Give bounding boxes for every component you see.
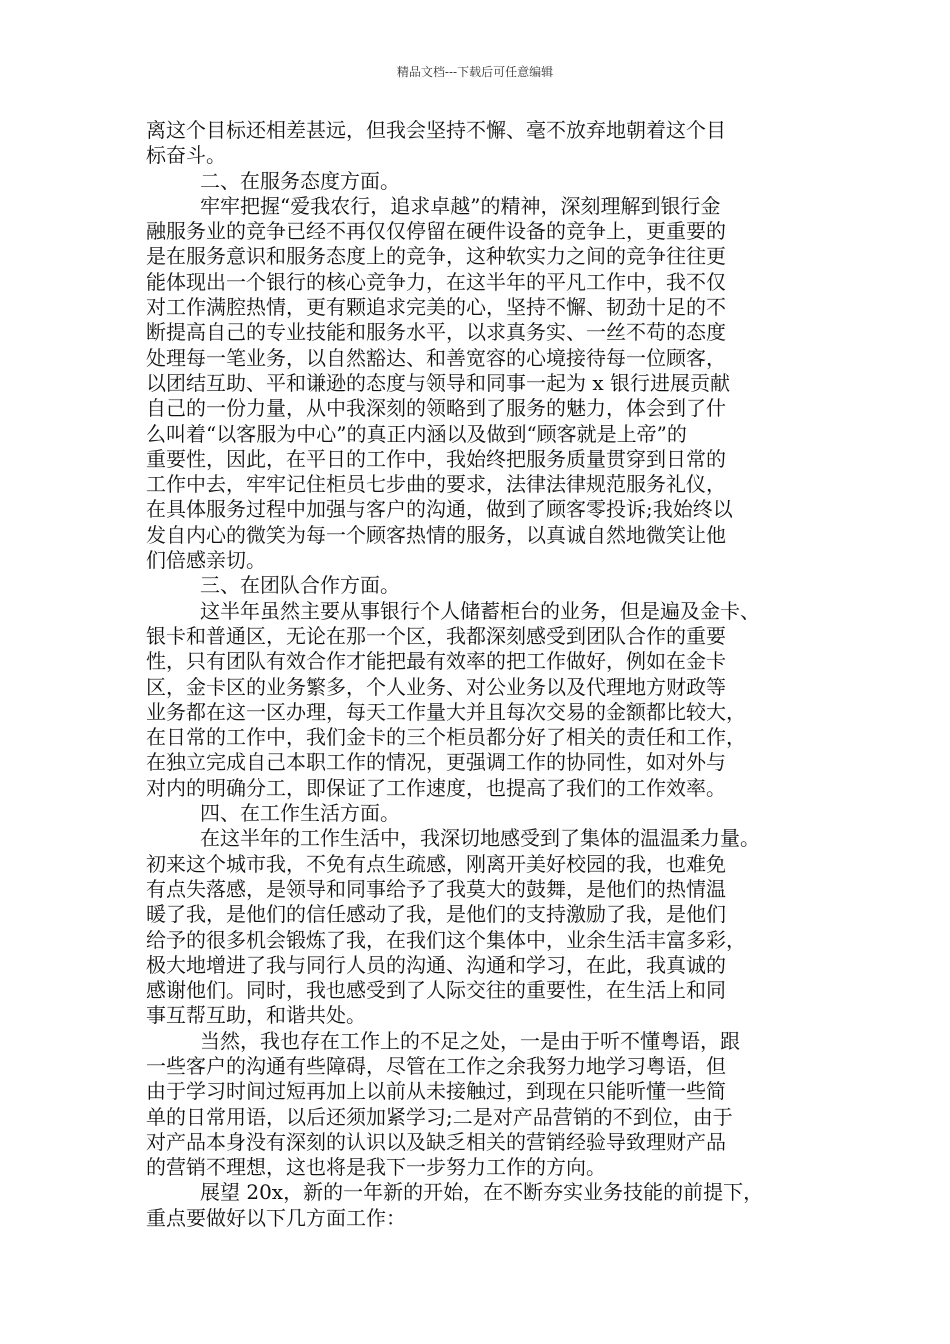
text-line: 重点要做好以下几方面工作： xyxy=(146,1205,406,1230)
text-line: 单的日常用语，以后还须加紧学习;二是对产品营销的不到位，由于 xyxy=(146,1104,733,1129)
text-line: 能体现出一个银行的核心竞争力，在这半年的平凡工作中，我不仅 xyxy=(146,269,726,294)
text-line: 在日常的工作中，我们金卡的三个柜员都分好了相关的责任和工作， xyxy=(146,725,746,750)
text-line: 对工作满腔热情，更有颗追求完美的心，坚持不懈、韧劲十足的不 xyxy=(146,295,726,320)
text-line: 当然，我也存在工作上的不足之处，一是由于听不懂粤语，跟 xyxy=(200,1028,740,1053)
text-line: 以团结互助、平和谦逊的态度与领导和同事一起为 x 银行进展贡献 xyxy=(146,370,730,395)
text-line: 在独立完成自己本职工作的情况，更强调工作的协同性，如对外与 xyxy=(146,750,726,775)
text-line: 业务都在这一区办理，每天工作量大并且每次交易的金额都比较大， xyxy=(146,699,746,724)
text-line: 重要性，因此，在平日的工作中，我始终把服务质量贯穿到日常的 xyxy=(146,446,726,471)
text-line: 四、在工作生活方面。 xyxy=(200,801,400,826)
text-line: 感谢他们。同时，我也感受到了人际交往的重要性，在生活上和同 xyxy=(146,978,726,1003)
document-body xyxy=(146,118,808,1231)
text-line: 在这半年的工作生活中，我深切地感受到了集体的温温柔力量。 xyxy=(200,826,760,851)
text-line: 么叫着“以客服为中心”的真正内涵以及做到“顾客就是上帝”的 xyxy=(146,421,687,446)
text-line: 离这个目标还相差甚远，但我会坚持不懈、毫不放弃地朝着这个目 xyxy=(146,118,726,142)
text-line: 对产品本身没有深刻的认识以及缺乏相关的营销经验导致理财产品 xyxy=(146,1129,726,1154)
text-line: 融服务业的竞争已经不再仅仅停留在硬件设备的竞争上，更重要的 xyxy=(146,219,726,244)
text-line: 极大地增进了我与同行人员的沟通、沟通和学习，在此，我真诚的 xyxy=(146,952,726,977)
text-line: 工作中去，牢牢记住柜员七步曲的要求，法律法律规范服务礼仪， xyxy=(146,472,726,497)
text-line: 断提高自己的专业技能和服务水平，以求真务实、一丝不苟的态度 xyxy=(146,320,726,345)
text-line: 自己的一份力量，从中我深刻的领略到了服务的魅力，体会到了什 xyxy=(146,396,726,421)
text-line: 二、在服务态度方面。 xyxy=(200,168,400,193)
text-line: 在具体服务过程中加强与客户的沟通，做到了顾客零投诉;我始终以 xyxy=(146,497,733,522)
text-line: 这半年虽然主要从事银行个人储蓄柜台的业务，但是遍及金卡、 xyxy=(200,598,760,623)
text-line: 初来这个城市我，不免有点生疏感，刚离开美好校园的我，也难免 xyxy=(146,851,726,876)
text-line: 是在服务意识和服务态度上的竞争，这种软实力之间的竞争往往更 xyxy=(146,244,726,269)
text-line: 牢牢把握“爱我农行，追求卓越”的精神，深刻理解到银行金 xyxy=(200,193,721,218)
text-line: 标奋斗。 xyxy=(146,143,226,168)
text-line: 们倍感亲切。 xyxy=(146,548,266,573)
text-line: 对内的明确分工，即保证了工作速度，也提高了我们的工作效率。 xyxy=(146,775,726,800)
text-line: 发自内心的微笑为每一个顾客热情的服务，以真诚自然地微笑让他 xyxy=(146,522,726,547)
text-line: 由于学习时间过短再加上以前从未接触过，到现在只能听懂一些简 xyxy=(146,1079,726,1104)
text-line: 有点失落感，是领导和同事给予了我莫大的鼓舞，是他们的热情温 xyxy=(146,876,726,901)
text-line: 一些客户的沟通有些障碍，尽管在工作之余我努力地学习粤语，但 xyxy=(146,1053,726,1078)
text-line: 展望 20x，新的一年新的开始，在不断夯实业务技能的前提下， xyxy=(200,1180,764,1205)
text-line: 区，金卡区的业务繁多，个人业务、对公业务以及代理地方财政等 xyxy=(146,674,726,699)
text-line: 三、在团队合作方面。 xyxy=(200,573,400,598)
text-line: 暖了我，是他们的信任感动了我，是他们的支持激励了我，是他们 xyxy=(146,902,726,927)
text-line: 事互帮互助，和谐共处。 xyxy=(146,1003,366,1028)
text-line: 银卡和普通区，无论在那一个区，我都深刻感受到团队合作的重要 xyxy=(146,623,726,648)
text-line: 性，只有团队有效合作才能把最有效率的把工作做好，例如在金卡 xyxy=(146,649,726,674)
text-line: 处理每一笔业务，以自然豁达、和善宽容的心境接待每一位顾客， xyxy=(146,345,726,370)
page-header: 精品文档---下载后可任意编辑 xyxy=(396,65,554,79)
text-line: 的营销不理想，这也将是我下一步努力工作的方向。 xyxy=(146,1155,606,1180)
text-line: 给予的很多机会锻炼了我，在我们这个集体中，业余生活丰富多彩， xyxy=(146,927,746,952)
